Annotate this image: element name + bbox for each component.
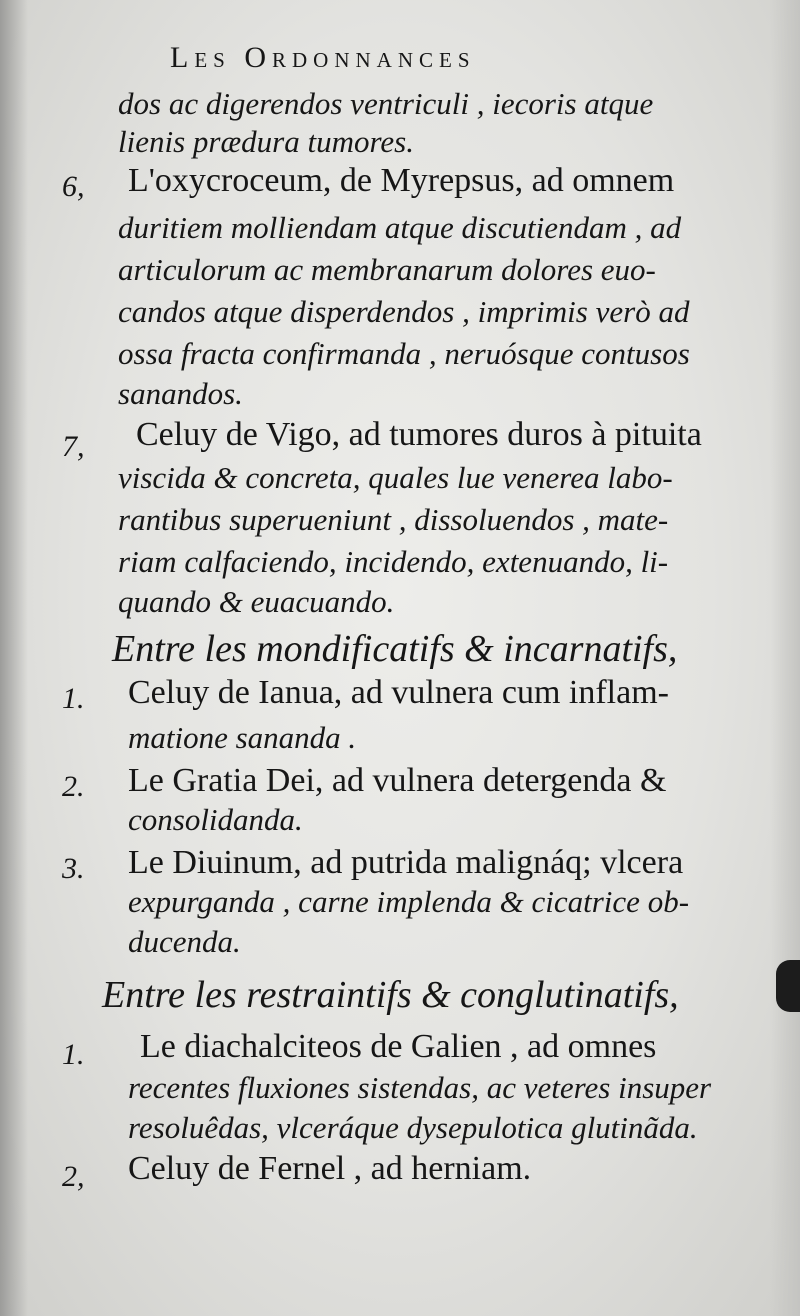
item-number: 2. [62, 770, 85, 803]
text-line: lienis prædura tumores. [118, 124, 414, 159]
item-number: 2, [62, 1160, 85, 1193]
text-line: matione sananda . [128, 720, 357, 755]
text-line: L'oxycroceum, de Myrepsus, ad omnem [128, 162, 675, 199]
text-line: duritiem molliendam atque discutiendam , ad [118, 210, 682, 245]
item-number: 7, [62, 430, 85, 463]
text-line: Le diachalciteos de Galien , ad omnes [140, 1028, 657, 1065]
text-line: consolidanda. [128, 802, 303, 837]
text-line: Celuy de Vigo, ad tumores duros à pituita [136, 416, 702, 453]
running-header: Les Ordonnances [170, 41, 476, 74]
text-line: resoluêdas, vlceráque dysepulotica glutinãda. [128, 1110, 698, 1145]
text-line: sanandos. [118, 376, 243, 411]
item-number: 3. [62, 852, 85, 885]
text-line: viscida & concreta, quales lue venerea labo- [118, 460, 673, 495]
item-number: 1. [62, 1038, 85, 1071]
text-line: ossa fracta confirmanda , neruósque contusos [118, 336, 690, 371]
item-number: 1. [62, 682, 85, 715]
text-line: quando & euacuando. [118, 584, 395, 619]
text-line: dos ac digerendos ventriculi , iecoris atque [118, 86, 654, 121]
text-line: expurganda , carne implenda & cicatrice ob- [128, 884, 690, 919]
text-line: Le Diuinum, ad putrida malignáq; vlcera [128, 844, 684, 881]
text-line: recentes fluxiones sistendas, ac veteres insuper [128, 1070, 712, 1105]
text-line: rantibus superueniunt , dissoluendos , mate- [118, 502, 669, 537]
text-line: Celuy de Ianua, ad vulnera cum inflam- [128, 674, 669, 711]
text-line: candos atque disperdendos , imprimis verò ad [118, 294, 690, 329]
section-subheading: Entre les restraintifs & conglutinatifs, [102, 974, 679, 1016]
text-line: ducenda. [128, 924, 241, 959]
text-line: Celuy de Fernel , ad herniam. [128, 1150, 532, 1187]
item-number: 6, [62, 170, 85, 203]
text-line: articulorum ac membranarum dolores euo- [118, 252, 656, 287]
text-line: Le Gratia Dei, ad vulnera detergenda & [128, 762, 667, 799]
section-subheading: Entre les mondificatifs & incarnatifs, [112, 628, 678, 670]
text-line: riam calfaciendo, incidendo, extenuando, li- [118, 544, 669, 579]
